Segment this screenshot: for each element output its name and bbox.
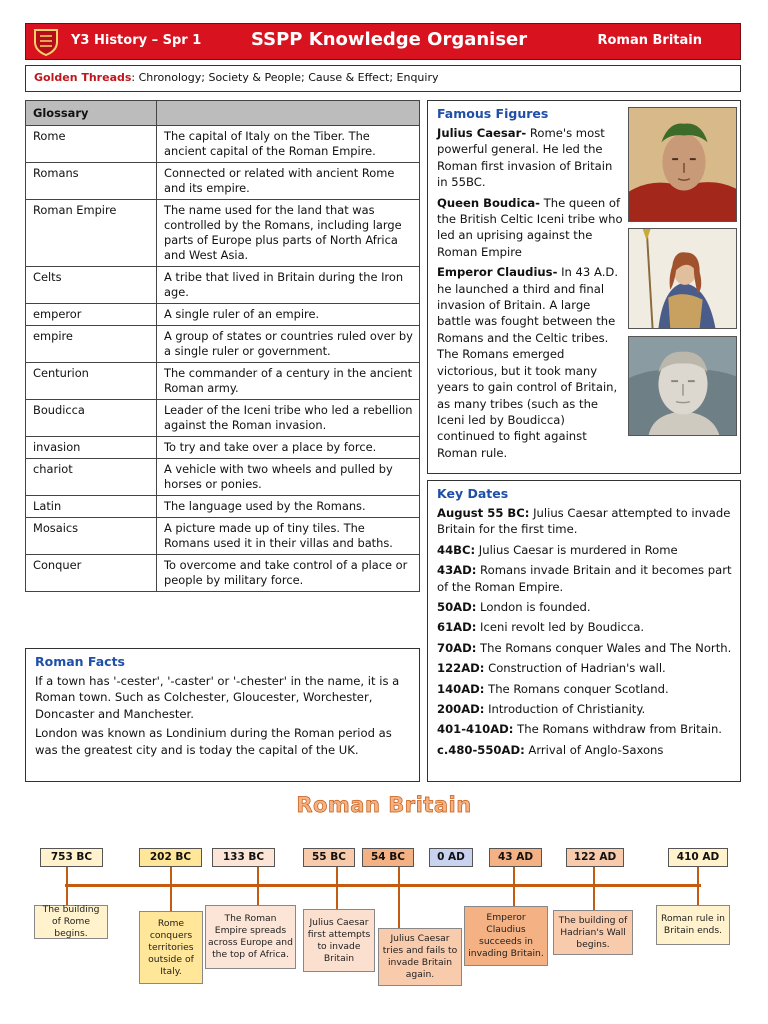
timeline-event bbox=[553, 910, 633, 955]
timeline-event-text: Rome conquers territories outside of Italy. bbox=[148, 917, 194, 977]
glossary-term: invasion bbox=[26, 437, 157, 459]
glossary-definition: A picture made up of tiny tiles. The Romans used it in their villas and baths. bbox=[157, 518, 420, 555]
key-date-description: Julius Caesar is murdered in Rome bbox=[475, 542, 678, 557]
glossary-term: Centurion bbox=[26, 363, 157, 400]
figure-entry bbox=[437, 264, 623, 461]
figure-entry bbox=[437, 195, 623, 261]
glossary-term: Romans bbox=[26, 163, 157, 200]
timeline-connector bbox=[170, 867, 172, 911]
glossary-term: Latin bbox=[26, 496, 157, 518]
timeline-event bbox=[464, 906, 548, 966]
timeline-event bbox=[34, 905, 108, 939]
glossary-definition: Connected or related with ancient Rome and its empire. bbox=[157, 163, 420, 200]
timeline-connector bbox=[257, 867, 259, 905]
glossary-term: Roman Empire bbox=[26, 200, 157, 267]
key-date-entry bbox=[437, 721, 737, 737]
figure-description: Rome's most powerful general. He led the Roman first invasion of Britain in 55BC. bbox=[437, 126, 613, 190]
topic-label: Roman Britain bbox=[597, 33, 702, 48]
glossary-term: empire bbox=[26, 326, 157, 363]
key-date: 44BC: bbox=[437, 542, 476, 557]
glossary-row bbox=[26, 518, 420, 555]
timeline-event-text: Roman rule in Britain ends. bbox=[660, 913, 726, 936]
glossary-definition: To try and take over a place by force. bbox=[157, 437, 420, 459]
key-date-entry bbox=[437, 562, 737, 595]
key-date: 70AD: bbox=[437, 640, 477, 655]
timeline-connector bbox=[336, 867, 338, 909]
key-date: c.480-550AD: bbox=[437, 742, 525, 757]
key-date-description: Introduction of Christianity. bbox=[484, 702, 646, 717]
key-date-entry bbox=[437, 640, 737, 656]
glossary-definition: The name used for the land that was controlled by the Romans, including large parts of Europe plus parts of North Africa and West Asia. bbox=[157, 200, 420, 267]
roman-facts-box bbox=[25, 648, 420, 782]
key-date: 43AD: bbox=[437, 563, 477, 578]
figure-name: Emperor Claudius- bbox=[437, 265, 558, 280]
glossary-heading: Glossary bbox=[26, 101, 157, 126]
famous-figures-box bbox=[427, 100, 741, 474]
timeline-event-text: The building of Rome begins. bbox=[42, 904, 100, 939]
key-date-description: Iceni revolt led by Boudicca. bbox=[476, 620, 645, 635]
key-date-entry bbox=[437, 660, 737, 676]
glossary-heading-blank bbox=[157, 101, 420, 126]
glossary-row bbox=[26, 326, 420, 363]
timeline-event-text: Emperor Claudius succeeds in invading Britain. bbox=[468, 912, 544, 959]
roman-facts-text bbox=[35, 673, 411, 761]
figure-name: Julius Caesar- bbox=[437, 126, 527, 140]
roman-fact-paragraph: London was known as Londinium during the Roman period as was the greatest city and is today the capital of the UK. bbox=[35, 726, 392, 757]
key-date-entry bbox=[437, 599, 737, 615]
key-date-description: Arrival of Anglo-Saxons bbox=[524, 742, 664, 757]
glossary-definition: A vehicle with two wheels and pulled by horses or ponies. bbox=[157, 459, 420, 496]
timeline-title: Roman Britain bbox=[296, 793, 472, 817]
glossary-term: Celts bbox=[26, 267, 157, 304]
timeline-date: 410 AD bbox=[668, 848, 728, 867]
glossary-definition: The commander of a century in the ancient Roman army. bbox=[157, 363, 420, 400]
glossary-term: chariot bbox=[26, 459, 157, 496]
key-date-description: London is founded. bbox=[476, 600, 591, 615]
glossary-row bbox=[26, 555, 420, 592]
glossary-definition: A single ruler of an empire. bbox=[157, 304, 420, 326]
timeline-event bbox=[139, 911, 203, 984]
glossary-definition: The language used by the Romans. bbox=[157, 496, 420, 518]
key-date-entry bbox=[437, 681, 737, 697]
key-date: 50AD: bbox=[437, 600, 477, 615]
key-date: 122AD: bbox=[437, 661, 485, 676]
key-date-description: Julius Caesar attempted to invade Britain for the first time. bbox=[437, 506, 731, 537]
glossary-definition: To overcome and take control of a place or people by military force. bbox=[157, 555, 420, 592]
glossary-term: emperor bbox=[26, 304, 157, 326]
key-dates-heading: Key Dates bbox=[437, 486, 509, 501]
figure-description: In 43 A.D. he launched a third and final invasion of Britain. A large battle was fought between the Romans and the Celtic tribes. The Romans emerged victorious, but it took many years to gain control of Britain, as many tribes (such as the Iceni led by Boudicca) continued to fight against Roman rule. bbox=[437, 265, 619, 460]
key-date-description: The Romans conquer Wales and The North. bbox=[476, 640, 732, 655]
timeline-date: 54 BC bbox=[362, 848, 414, 867]
key-date-description: Construction of Hadrian's wall. bbox=[484, 661, 666, 676]
timeline-event bbox=[656, 905, 730, 945]
key-date-entry bbox=[437, 619, 737, 635]
key-date: 401-410AD: bbox=[437, 722, 514, 737]
timeline-connector bbox=[66, 867, 68, 905]
glossary-definition: A tribe that lived in Britain during the Iron age. bbox=[157, 267, 420, 304]
glossary-row bbox=[26, 459, 420, 496]
glossary-term: Rome bbox=[26, 126, 157, 163]
page-title: SSPP Knowledge Organiser bbox=[251, 29, 528, 50]
key-date-entry bbox=[437, 701, 737, 717]
key-date-description: The Romans withdraw from Britain. bbox=[513, 722, 722, 737]
key-date: 61AD: bbox=[437, 620, 477, 635]
glossary-term: Conquer bbox=[26, 555, 157, 592]
key-date-description: Romans invade Britain and it becomes part of the Roman Empire. bbox=[437, 563, 732, 594]
key-date: 200AD: bbox=[437, 702, 485, 717]
figure-name: Queen Boudica- bbox=[437, 195, 540, 210]
key-date: August 55 BC: bbox=[437, 506, 530, 520]
glossary-term: Boudicca bbox=[26, 400, 157, 437]
timeline-event bbox=[205, 905, 296, 969]
glossary-row bbox=[26, 400, 420, 437]
glossary-row bbox=[26, 304, 420, 326]
timeline-date: 122 AD bbox=[566, 848, 624, 867]
timeline-event bbox=[378, 928, 462, 986]
claudius-bust-image bbox=[628, 336, 737, 436]
timeline-event-text: The Roman Empire spreads across Europe and the top of Africa. bbox=[208, 913, 293, 960]
glossary-term: Mosaics bbox=[26, 518, 157, 555]
timeline-date: 753 BC bbox=[40, 848, 103, 867]
key-dates-list bbox=[437, 505, 737, 762]
boudica-portrait-image bbox=[628, 228, 737, 329]
figure-description: The queen of the British Celtic Iceni tribe who led an uprising against the Roman Empire bbox=[437, 195, 623, 259]
glossary-definition: A group of states or countries ruled over by a single ruler or government. bbox=[157, 326, 420, 363]
timeline-event-text: Julius Caesar first attempts to invade Britain bbox=[307, 916, 371, 964]
golden-threads-text: : Chronology; Society & People; Cause & Effect; Enquiry bbox=[131, 71, 439, 84]
glossary-row bbox=[26, 437, 420, 459]
timeline-date: 0 AD bbox=[429, 848, 473, 867]
timeline-event-text: Julius Caesar tries and fails to invade Britain again. bbox=[382, 933, 458, 980]
famous-figures-text bbox=[437, 125, 623, 465]
timeline-axis-line bbox=[65, 884, 701, 887]
glossary-definition: Leader of the Iceni tribe who led a rebellion against the Roman invasion. bbox=[157, 400, 420, 437]
header-bar bbox=[25, 23, 741, 60]
roman-facts-heading: Roman Facts bbox=[35, 654, 125, 669]
timeline-connector bbox=[513, 867, 515, 906]
glossary-table bbox=[25, 100, 420, 592]
timeline-connector bbox=[697, 867, 699, 905]
key-date: 140AD: bbox=[437, 681, 485, 696]
key-date-description: The Romans conquer Scotland. bbox=[484, 681, 669, 696]
glossary-row bbox=[26, 200, 420, 267]
key-date-entry bbox=[437, 742, 737, 758]
figure-entry bbox=[437, 125, 623, 191]
subject-label: Y3 History – Spr 1 bbox=[71, 33, 202, 48]
key-date-entry bbox=[437, 542, 737, 558]
glossary-row bbox=[26, 363, 420, 400]
key-date-entry bbox=[437, 505, 737, 538]
timeline-event bbox=[303, 909, 375, 972]
glossary-row bbox=[26, 126, 420, 163]
golden-threads-label: Golden Threads bbox=[34, 71, 132, 84]
glossary-row bbox=[26, 163, 420, 200]
timeline-date: 202 BC bbox=[139, 848, 202, 867]
key-dates-box bbox=[427, 480, 741, 782]
timeline-connector bbox=[398, 867, 400, 928]
school-crest-icon bbox=[33, 28, 59, 56]
glossary-header-row bbox=[26, 101, 420, 126]
golden-threads-bar bbox=[25, 65, 741, 92]
timeline-date: 55 BC bbox=[303, 848, 355, 867]
glossary-row bbox=[26, 267, 420, 304]
julius-caesar-portrait-image bbox=[628, 107, 737, 222]
roman-fact-paragraph: If a town has '-cester', '-caster' or '-chester' in the name, it is a Roman town. Such as Colchester, Gloucester, Worchester, Doncaster and Manchester. bbox=[35, 674, 400, 721]
glossary-definition: The capital of Italy on the Tiber. The ancient capital of the Roman Empire. bbox=[157, 126, 420, 163]
timeline-date: 133 BC bbox=[212, 848, 275, 867]
timeline-event-text: The building of Hadrian's Wall begins. bbox=[558, 914, 628, 950]
timeline-connector bbox=[593, 867, 595, 910]
glossary-row bbox=[26, 496, 420, 518]
timeline-date: 43 AD bbox=[489, 848, 542, 867]
famous-figures-heading: Famous Figures bbox=[437, 106, 549, 121]
